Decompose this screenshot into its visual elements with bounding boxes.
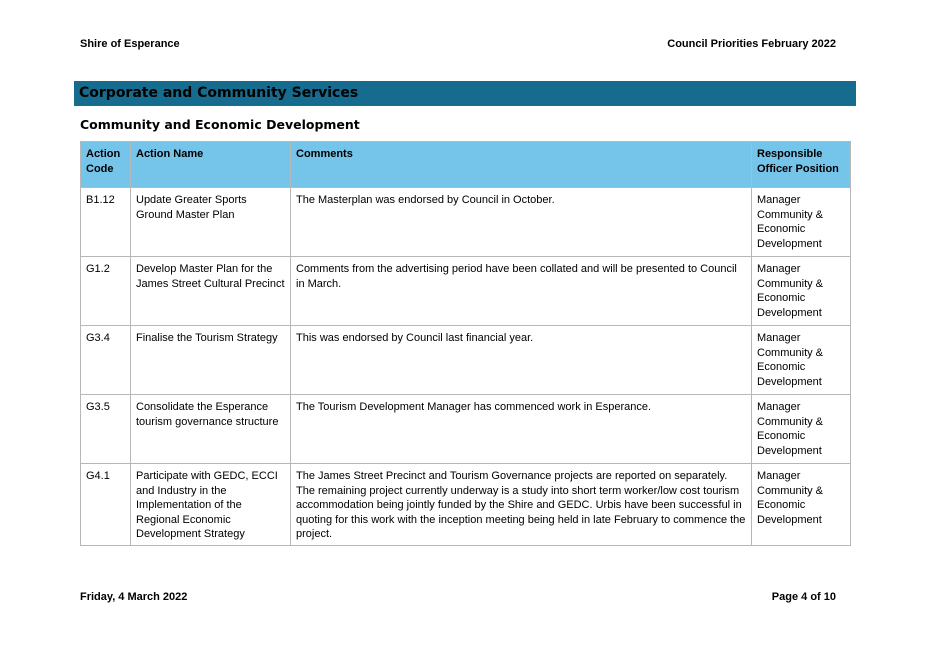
- page-header: [80, 38, 836, 50]
- column-header-responsible-officer: Responsible Officer Position: [752, 142, 851, 188]
- column-header-comments: Comments: [291, 142, 752, 188]
- comments-cell: The James Street Precinct and Tourism Governance projects are reported on separately. The remaining project currently underway is a study into short term worker/low cost tourism accommodation being jointly funded by the Shire and GEDC. Urbis have been successful in quoting for this work with the inception meeting being held in late February to commence the project.: [291, 464, 752, 546]
- page-footer: [80, 591, 836, 603]
- officer-cell: Manager Community & Economic Development: [752, 326, 851, 395]
- officer-cell: Manager Community & Economic Development: [752, 257, 851, 326]
- page-number: Page 4 of 10: [771, 591, 836, 603]
- action-name-cell: Participate with GEDC, ECCI and Industry in the Implementation of the Regional Economic Development Strategy: [131, 464, 291, 546]
- action-code-cell: B1.12: [81, 188, 131, 257]
- comments-cell: The Masterplan was endorsed by Council in October.: [291, 188, 752, 257]
- action-code-cell: G1.2: [81, 257, 131, 326]
- action-name-cell: Finalise the Tourism Strategy: [131, 326, 291, 395]
- comments-cell: Comments from the advertising period have been collated and will be presented to Council in March.: [291, 257, 752, 326]
- officer-cell: Manager Community & Economic Development: [752, 188, 851, 257]
- action-name-cell: Develop Master Plan for the James Street Cultural Precinct: [131, 257, 291, 326]
- officer-cell: Manager Community & Economic Development: [752, 464, 851, 546]
- table-row: [81, 326, 851, 395]
- comments-cell: The Tourism Development Manager has commenced work in Esperance.: [291, 395, 752, 464]
- column-header-action-name: Action Name: [131, 142, 291, 188]
- organisation-name: Shire of Esperance: [80, 38, 180, 50]
- section-title: Corporate and Community Services: [74, 81, 856, 106]
- comments-cell: This was endorsed by Council last financial year.: [291, 326, 752, 395]
- report-date: Friday, 4 March 2022: [80, 591, 188, 603]
- table-row: [81, 257, 851, 326]
- action-name-cell: Consolidate the Esperance tourism governance structure: [131, 395, 291, 464]
- action-name-cell: Update Greater Sports Ground Master Plan: [131, 188, 291, 257]
- actions-table: [80, 141, 851, 546]
- column-header-action-code: Action Code: [81, 142, 131, 188]
- table-row: [81, 464, 851, 546]
- officer-cell: Manager Community & Economic Development: [752, 395, 851, 464]
- subsection-title: Community and Economic Development: [80, 117, 360, 132]
- table-row: [81, 395, 851, 464]
- action-code-cell: G4.1: [81, 464, 131, 546]
- report-title: Council Priorities February 2022: [667, 38, 836, 50]
- table-row: [81, 188, 851, 257]
- action-code-cell: G3.5: [81, 395, 131, 464]
- action-code-cell: G3.4: [81, 326, 131, 395]
- table-header-row: [81, 142, 851, 188]
